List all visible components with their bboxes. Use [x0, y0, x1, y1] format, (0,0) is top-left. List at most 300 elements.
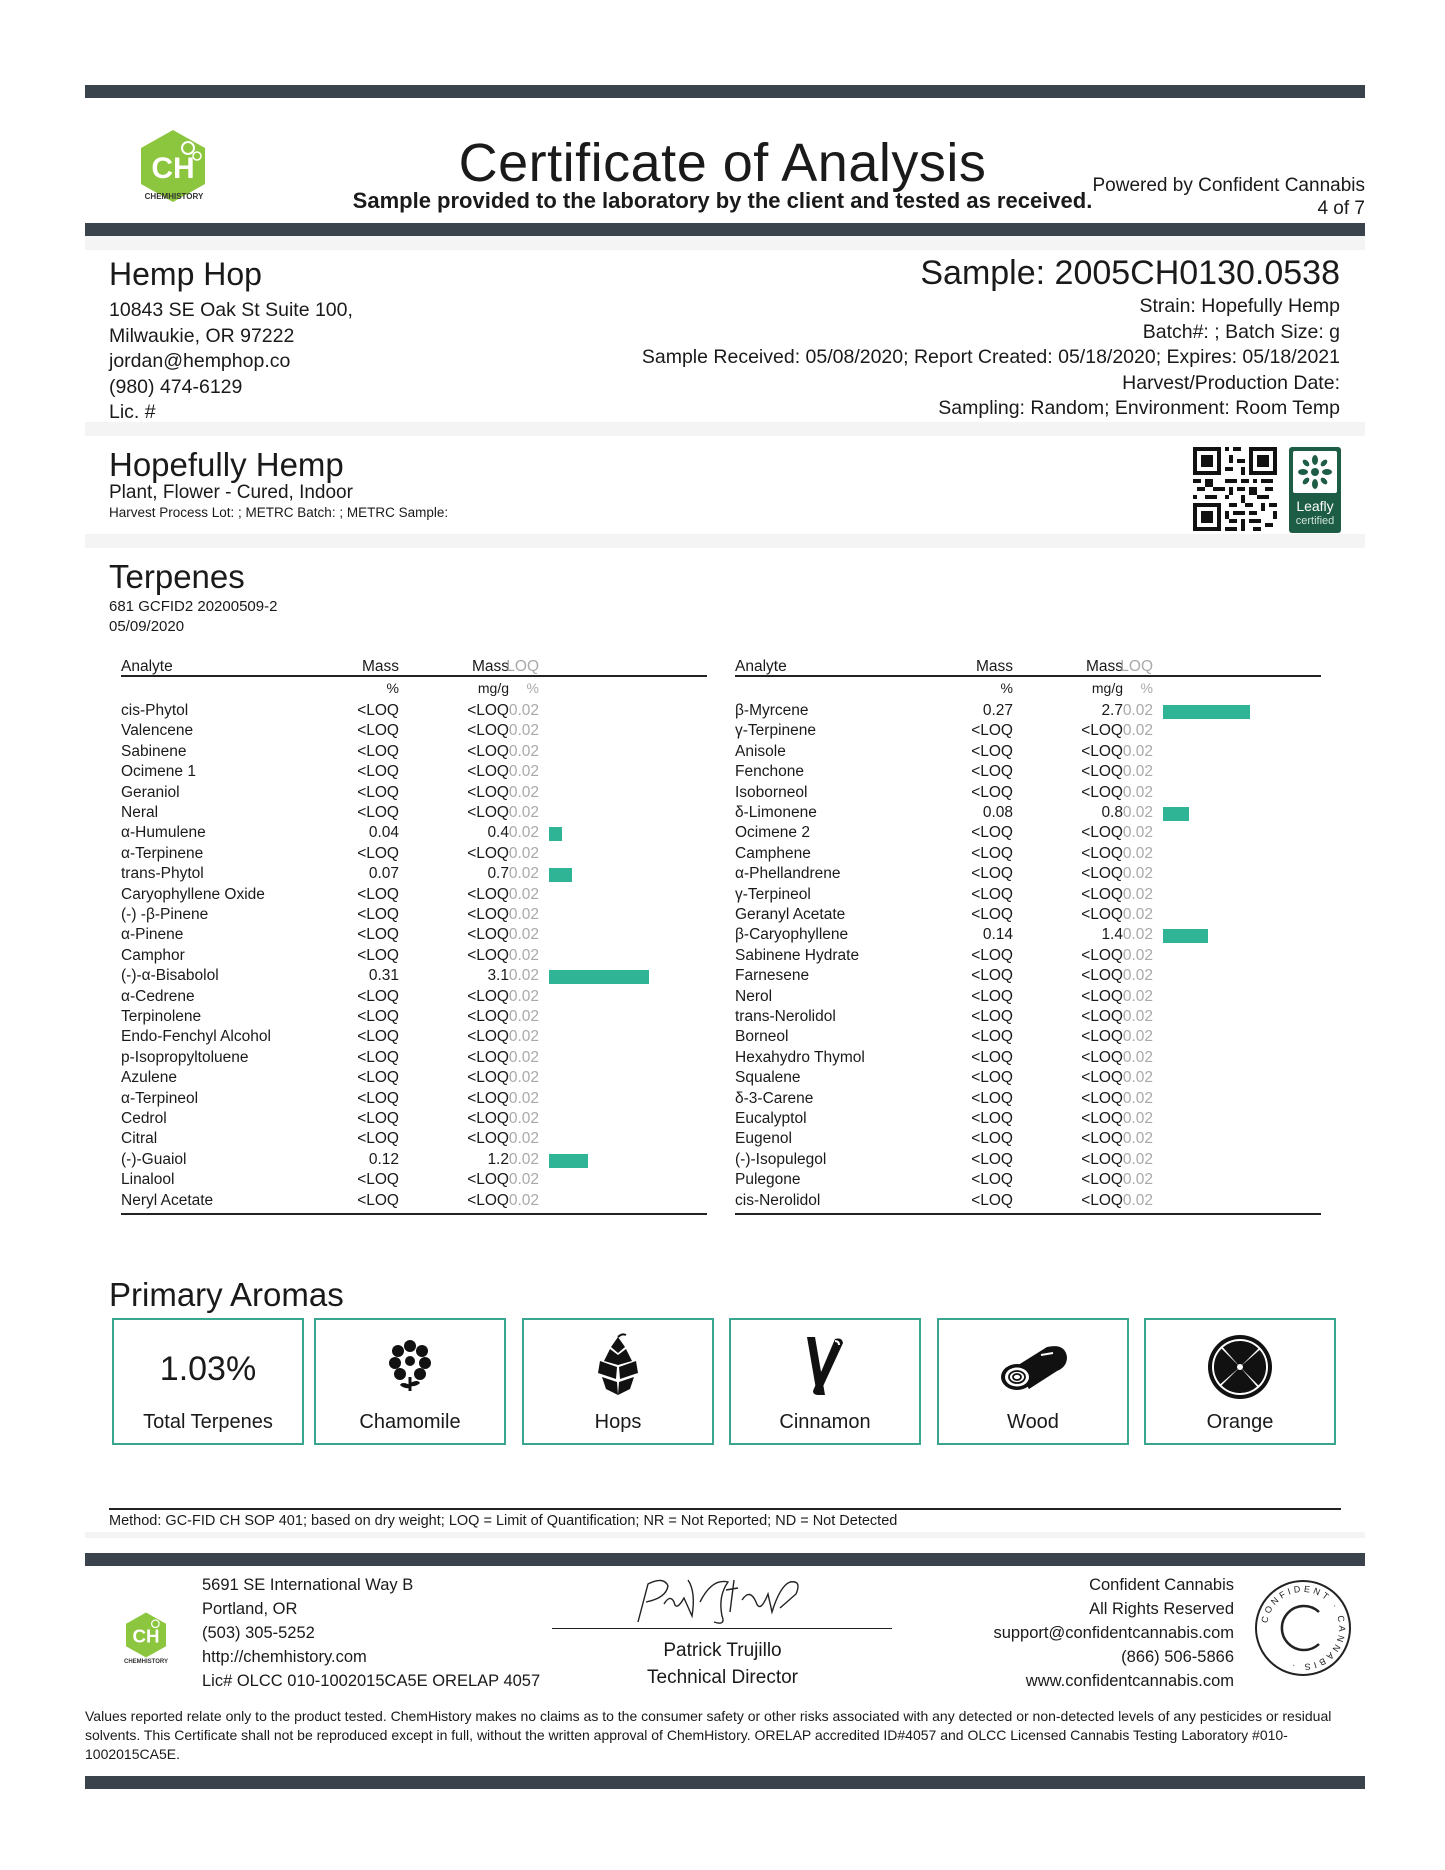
client-license: Lic. #: [109, 401, 156, 423]
mass-mg-value: <LOQ: [1081, 967, 1123, 985]
mass-mg-value: <LOQ: [1081, 1171, 1123, 1189]
loq-value: 0.02: [1122, 722, 1153, 740]
mass-pct-value: <LOQ: [357, 1069, 399, 1087]
mass-pct-value: <LOQ: [971, 987, 1013, 1005]
lab-license: Lic# OLCC 010-1002015CA5E ORELAP 4057: [202, 1672, 541, 1690]
section-date: 05/09/2020: [109, 618, 185, 635]
footer-logo-caption: CHEMHISTORY: [123, 1659, 168, 1665]
analyte-name: (-)-α-Bisabolol: [121, 967, 219, 985]
sample-dates: Sample Received: 05/08/2020; Report Created: 05/18/2020; Expires: 05/18/2021: [641, 346, 1340, 368]
analyte-name: Ocimene 1: [121, 763, 196, 781]
mass-pct-value: <LOQ: [357, 1130, 399, 1148]
cc-address: [993, 1573, 1234, 1693]
analyte-name: trans-Phytol: [121, 865, 204, 883]
loq-value: 0.02: [508, 926, 539, 944]
table-row: [121, 1171, 707, 1191]
mass-pct-value: <LOQ: [971, 906, 1013, 923]
aroma-label: Orange: [1206, 1411, 1274, 1433]
loq-value: 0.02: [1122, 742, 1153, 760]
mass-mg-value: <LOQ: [467, 1048, 509, 1066]
analyte-name: Camphor: [121, 946, 185, 964]
table-row: [735, 926, 1321, 946]
mass-pct-value: <LOQ: [971, 946, 1013, 964]
table-row: [121, 845, 707, 865]
mass-mg-value: 1.2: [487, 1150, 509, 1168]
mass-mg-value: <LOQ: [1081, 1150, 1123, 1168]
mass-pct-value: <LOQ: [971, 885, 1013, 903]
mass-pct-value: <LOQ: [971, 1130, 1013, 1148]
aroma-label: Wood: [1007, 1411, 1059, 1433]
loq-value: 0.02: [1122, 865, 1153, 883]
analyte-name: cis-Phytol: [121, 702, 189, 719]
mass-pct-value: <LOQ: [971, 1191, 1013, 1209]
leafly-leaf-icon: [1289, 447, 1341, 497]
cc-phone: (866) 506-5866: [1121, 1648, 1234, 1666]
col-analyte: Analyte: [121, 658, 173, 675]
analyte-name: Squalene: [735, 1069, 801, 1087]
mass-mg-value: <LOQ: [1081, 824, 1123, 842]
qr-code-icon: [1193, 447, 1277, 531]
client-email: jordan@hemphop.co: [109, 350, 291, 372]
loq-value: 0.02: [1122, 926, 1153, 944]
mass-mg-value: <LOQ: [1081, 742, 1123, 760]
leafly-status: certified: [1295, 515, 1335, 527]
mass-mg-value: <LOQ: [467, 946, 509, 964]
loq-value: 0.02: [508, 1171, 539, 1189]
table-bottom-rule: [121, 1213, 707, 1215]
mass-mg-value: <LOQ: [1081, 844, 1123, 862]
client-address-line1: 10843 SE Oak St Suite 100,: [109, 299, 353, 321]
loq-value: 0.02: [1122, 1008, 1153, 1025]
loq-value: 0.02: [508, 1069, 539, 1087]
mass-pct-value: <LOQ: [971, 844, 1013, 862]
mass-mg-value: <LOQ: [467, 783, 509, 801]
loq-value: 0.02: [508, 1150, 539, 1168]
table-row: [121, 906, 707, 926]
mass-pct-value: <LOQ: [357, 1191, 399, 1209]
table-row: [121, 886, 707, 906]
analyte-name: Valencene: [121, 722, 194, 740]
concentration-bar: [549, 868, 572, 882]
concentration-bar: [1163, 807, 1189, 821]
col-mass-pct: Mass: [975, 658, 1013, 675]
analyte-name: Farnesene: [735, 967, 810, 985]
mass-pct-value: <LOQ: [971, 1008, 1013, 1025]
mass-pct-value: <LOQ: [971, 1028, 1013, 1046]
loq-value: 0.02: [1122, 987, 1153, 1005]
analyte-name: Geraniol: [121, 783, 180, 801]
mass-mg-value: 1.4: [1101, 926, 1123, 944]
table-row: [121, 824, 707, 844]
loq-value: 0.02: [508, 1110, 539, 1127]
mass-pct-value: <LOQ: [357, 702, 399, 719]
svg-text:CH: CH: [151, 152, 195, 185]
table-row: [121, 702, 707, 722]
mass-pct-value: 0.12: [368, 1150, 399, 1168]
mass-pct-value: <LOQ: [357, 1089, 399, 1107]
page-subtitle: Sample provided to the laboratory by the client and tested as received.: [352, 188, 1093, 213]
table-row: [121, 1151, 707, 1171]
signer-name: Patrick Trujillo: [663, 1640, 782, 1661]
mass-pct-value: <LOQ: [971, 967, 1013, 985]
table-row: [735, 702, 1321, 722]
mass-mg-value: <LOQ: [467, 844, 509, 862]
loq-value: 0.02: [508, 722, 539, 740]
analyte-name: Sabinene: [121, 742, 187, 760]
table-row: [735, 1151, 1321, 1171]
mass-pct-value: <LOQ: [971, 763, 1013, 781]
total-terpenes-box: [112, 1318, 304, 1445]
analyte-name: Hexahydro Thymol: [735, 1048, 865, 1066]
table-row: [735, 1130, 1321, 1150]
mass-pct-value: <LOQ: [357, 906, 399, 923]
analyte-name: Linalool: [121, 1171, 175, 1189]
mass-pct-value: <LOQ: [357, 783, 399, 801]
mass-mg-value: 0.7: [487, 865, 509, 883]
table-row: [121, 947, 707, 967]
mass-mg-value: <LOQ: [467, 722, 509, 740]
sample-strain: Strain: Hopefully Hemp: [1139, 295, 1340, 317]
analyte-name: Borneol: [735, 1028, 789, 1046]
cinnamon-icon: [795, 1333, 855, 1404]
concentration-bar: [1163, 929, 1208, 943]
table-row: [121, 1110, 707, 1130]
mass-mg-value: <LOQ: [467, 1191, 509, 1209]
analyte-name: α-Humulene: [121, 824, 206, 842]
mass-mg-value: <LOQ: [1081, 1089, 1123, 1107]
top-band: [85, 85, 1365, 98]
mass-mg-value: <LOQ: [1081, 987, 1123, 1005]
table-row: [121, 988, 707, 1008]
analyte-name: α-Phellandrene: [735, 865, 841, 883]
analyte-name: Sabinene Hydrate: [735, 946, 860, 964]
loq-value: 0.02: [508, 844, 539, 862]
table-header: [735, 656, 1321, 677]
lab-line1: 5691 SE International Way B: [202, 1576, 414, 1594]
mass-pct-value: <LOQ: [357, 742, 399, 760]
product-meta: Harvest Process Lot: ; METRC Batch: ; METRC Sample:: [109, 505, 449, 520]
analyte-name: Caryophyllene Oxide: [121, 885, 265, 903]
mass-pct-value: <LOQ: [357, 722, 399, 740]
loq-value: 0.02: [1122, 844, 1153, 862]
product-type: Plant, Flower - Cured, Indoor: [109, 482, 353, 503]
svg-text:CH: CH: [132, 1625, 160, 1647]
mass-pct-value: <LOQ: [357, 1171, 399, 1189]
cc-website: www.confidentcannabis.com: [1025, 1672, 1234, 1690]
mass-pct-value: <LOQ: [971, 742, 1013, 760]
loq-value: 0.02: [508, 824, 539, 842]
col-loq: LOQ: [1120, 658, 1153, 675]
section-title: Terpenes: [109, 558, 245, 595]
mass-mg-value: <LOQ: [467, 804, 509, 821]
table-row: [121, 743, 707, 763]
mass-pct-value: <LOQ: [971, 1048, 1013, 1066]
table-row: [735, 722, 1321, 742]
mass-mg-value: <LOQ: [467, 1171, 509, 1189]
table-row: [121, 1008, 707, 1028]
loq-value: 0.02: [508, 702, 539, 719]
method-divider: [109, 1508, 1341, 1510]
mass-mg-value: <LOQ: [1081, 1130, 1123, 1148]
analyte-name: (-)-Isopulegol: [735, 1150, 827, 1168]
page-title: Certificate of Analysis: [458, 133, 987, 193]
table-row: [735, 845, 1321, 865]
analyte-name: Endo-Fenchyl Alcohol: [121, 1028, 271, 1046]
loq-value: 0.02: [508, 1048, 539, 1066]
wood-icon: [995, 1333, 1071, 1400]
mass-pct-value: <LOQ: [357, 946, 399, 964]
table-row: [121, 865, 707, 885]
cc-email: support@confidentcannabis.com: [993, 1624, 1234, 1642]
sample-harvest: Harvest/Production Date:: [1122, 371, 1340, 394]
table-row: [121, 1069, 707, 1089]
analyte-name: trans-Nerolidol: [735, 1008, 836, 1025]
mass-pct-value: 0.08: [982, 804, 1013, 821]
loq-value: 0.02: [508, 1089, 539, 1107]
mass-pct-value: 0.14: [982, 926, 1013, 944]
total-terpenes-label: Total Terpenes: [143, 1411, 273, 1433]
mass-mg-value: <LOQ: [467, 763, 509, 781]
analyte-name: Citral: [121, 1130, 158, 1148]
leafly-certified-badge: [1289, 447, 1341, 533]
hops-icon: [588, 1333, 648, 1402]
cc-line2: All Rights Reserved: [1089, 1600, 1234, 1618]
loq-value: 0.02: [1122, 1028, 1153, 1046]
concentration-bar: [549, 827, 562, 841]
analyte-name: γ-Terpineol: [735, 885, 811, 903]
mass-mg-value: <LOQ: [467, 702, 509, 719]
analyte-name: Nerol: [735, 987, 773, 1005]
loq-value: 0.02: [1122, 967, 1153, 985]
analyte-name: Ocimene 2: [735, 824, 810, 842]
sample-details: [642, 294, 1340, 422]
table-row: [735, 1049, 1321, 1069]
table-row: [735, 988, 1321, 1008]
aroma-label: Hops: [594, 1411, 642, 1433]
unit-pct: %: [386, 680, 399, 696]
loq-value: 0.02: [508, 885, 539, 903]
powered-by-text: Powered by Confident Cannabis: [1092, 175, 1365, 196]
loq-value: 0.02: [508, 742, 539, 760]
loq-value: 0.02: [1122, 824, 1153, 842]
loq-value: 0.02: [1122, 1191, 1153, 1209]
table-header: [121, 656, 707, 677]
mass-pct-value: <LOQ: [971, 1110, 1013, 1127]
sample-id: Sample: 2005CH0130.0538: [920, 254, 1340, 292]
mass-pct-value: <LOQ: [357, 1008, 399, 1025]
aromas-title: Primary Aromas: [109, 1276, 344, 1313]
mass-pct-value: <LOQ: [357, 885, 399, 903]
table-row: [735, 743, 1321, 763]
mass-mg-value: <LOQ: [467, 926, 509, 944]
product-name: Hopefully Hemp: [109, 446, 344, 483]
analyte-name: γ-Terpinene: [735, 722, 816, 740]
mass-mg-value: <LOQ: [467, 1069, 509, 1087]
table-row: [735, 947, 1321, 967]
aroma-box-cinnamon: [729, 1318, 921, 1445]
table-row: [735, 1171, 1321, 1191]
footer-band: [85, 1553, 1365, 1566]
loq-value: 0.02: [1122, 763, 1153, 781]
analyte-name: α-Terpinene: [121, 844, 204, 862]
table-row: [735, 804, 1321, 824]
sample-sampling: Sampling: Random; Environment: Room Temp: [938, 397, 1340, 419]
bottom-band: [85, 1776, 1365, 1789]
signer-title: Technical Director: [647, 1667, 798, 1688]
mass-mg-value: <LOQ: [1081, 1191, 1123, 1209]
analyte-name: (-)-Guaiol: [121, 1150, 187, 1168]
loq-value: 0.02: [1122, 702, 1153, 719]
svg-text:CONFIDENT · CANNABIS ·: CONFIDENT · CANNABIS ·: [1259, 1583, 1348, 1673]
analyte-name: α-Pinene: [121, 926, 184, 944]
mass-mg-value: <LOQ: [467, 987, 509, 1005]
mass-pct-value: <LOQ: [357, 804, 399, 821]
concentration-bar: [1163, 705, 1250, 719]
table-row: [735, 1192, 1321, 1212]
unit-mg: mg/g: [477, 680, 509, 696]
table-row: [735, 967, 1321, 987]
mass-pct-value: <LOQ: [357, 1028, 399, 1046]
loq-value: 0.02: [1122, 1048, 1153, 1066]
disclaimer: Values reported relate only to the product tested. ChemHistory makes no claims as to the consumer safety or other risks associated with any detected or non-detected levels of any pesticides or residual solvents. This Certificate shall not be reproduced except in full, without the written approval of ChemHistory. ORELAP accredited ID#4057 and OLCC Licensed Cannabis Testing Laboratory #010-1002015CA5E.: [85, 1708, 1332, 1762]
col-loq: LOQ: [506, 658, 539, 675]
mass-pct-value: <LOQ: [357, 1048, 399, 1066]
analyte-name: Azulene: [121, 1069, 178, 1087]
table-row: [121, 784, 707, 804]
table-row: [735, 784, 1321, 804]
mass-mg-value: <LOQ: [1081, 1008, 1123, 1025]
loq-value: 0.02: [1122, 1171, 1153, 1189]
mass-pct-value: <LOQ: [971, 722, 1013, 740]
mass-mg-value: <LOQ: [1081, 1048, 1123, 1066]
lab-phone: (503) 305-5252: [202, 1624, 315, 1642]
mass-mg-value: <LOQ: [467, 1028, 509, 1046]
aroma-box-hops: [522, 1318, 714, 1445]
mass-mg-value: <LOQ: [467, 1008, 509, 1025]
unit-mg: mg/g: [1091, 680, 1123, 696]
mass-pct-value: 0.04: [368, 824, 399, 842]
aroma-box-chamomile: [314, 1318, 506, 1445]
mass-mg-value: <LOQ: [467, 1110, 509, 1127]
mass-pct-value: <LOQ: [357, 763, 399, 781]
unit-loq: %: [1140, 680, 1153, 696]
loq-value: 0.02: [508, 804, 539, 821]
analyte-name: cis-Nerolidol: [735, 1191, 821, 1209]
concentration-bar: [549, 1154, 588, 1168]
table-row: [121, 722, 707, 742]
mass-mg-value: <LOQ: [1081, 722, 1123, 740]
total-terpenes-value: 1.03%: [159, 1350, 257, 1388]
analyte-name: Geranyl Acetate: [735, 906, 846, 923]
loq-value: 0.02: [508, 1028, 539, 1046]
sample-batch: Batch#: ; Batch Size: g: [1142, 320, 1340, 343]
mass-mg-value: <LOQ: [1081, 783, 1123, 801]
mass-pct-value: 0.27: [982, 702, 1013, 719]
mass-pct-value: <LOQ: [971, 1069, 1013, 1087]
signature-line: [552, 1628, 892, 1629]
loq-value: 0.02: [1122, 906, 1153, 923]
mass-mg-value: <LOQ: [1081, 865, 1123, 883]
mass-mg-value: <LOQ: [1081, 946, 1123, 964]
analyte-name: Camphene: [735, 844, 811, 862]
mass-mg-value: <LOQ: [1081, 885, 1123, 903]
loq-value: 0.02: [1122, 885, 1153, 903]
mass-mg-value: <LOQ: [1081, 1110, 1123, 1127]
table-row: [121, 1090, 707, 1110]
table-row: [735, 1090, 1321, 1110]
loq-value: 0.02: [1122, 1130, 1153, 1148]
logo-caption: CHEMHISTORY: [144, 192, 204, 201]
table-row: [121, 967, 707, 987]
table-row: [735, 1028, 1321, 1048]
analyte-name: Anisole: [735, 742, 786, 760]
cc-line1: Confident Cannabis: [1089, 1576, 1234, 1594]
loq-value: 0.02: [1122, 783, 1153, 801]
aroma-label: Cinnamon: [779, 1411, 871, 1433]
mass-mg-value: <LOQ: [467, 885, 509, 903]
loq-value: 0.02: [1122, 1150, 1153, 1168]
mass-pct-value: <LOQ: [357, 1110, 399, 1127]
analyte-name: α-Terpineol: [121, 1089, 199, 1107]
mass-mg-value: <LOQ: [467, 1089, 509, 1107]
analyte-name: Neryl Acetate: [121, 1191, 214, 1209]
analyte-name: δ-3-Carene: [735, 1089, 814, 1107]
mass-pct-value: <LOQ: [971, 783, 1013, 801]
loq-value: 0.02: [508, 1008, 539, 1025]
section-instrument: 681 GCFID2 20200509-2: [109, 598, 278, 615]
col-analyte: Analyte: [735, 658, 787, 675]
aroma-box-wood: [937, 1318, 1129, 1445]
orange-icon: [1206, 1333, 1274, 1406]
analyte-name: Eugenol: [735, 1130, 792, 1148]
mass-mg-value: <LOQ: [467, 906, 509, 923]
analyte-name: Fenchone: [735, 763, 804, 781]
table-row: [735, 886, 1321, 906]
table-row: [735, 824, 1321, 844]
analyte-name: Cedrol: [121, 1110, 167, 1127]
mass-pct-value: 0.07: [368, 865, 399, 883]
mass-mg-value: <LOQ: [1081, 906, 1123, 923]
method-note: Method: GC-FID CH SOP 401; based on dry weight; LOQ = Limit of Quantification; NR = Not Reported; ND = Not Detected: [109, 1513, 898, 1529]
client-address: [109, 298, 353, 426]
table-row: [121, 1028, 707, 1048]
analyte-name: p-Isopropyltoluene: [121, 1048, 249, 1066]
table-row: [735, 865, 1321, 885]
mass-mg-value: 2.7: [1101, 702, 1123, 719]
confident-cannabis-seal-icon: [1253, 1578, 1353, 1678]
aroma-box-orange: [1144, 1318, 1336, 1445]
mass-pct-value: <LOQ: [971, 1089, 1013, 1107]
col-mass-mg: Mass: [1085, 658, 1123, 675]
mass-pct-value: <LOQ: [971, 1150, 1013, 1168]
mass-pct-value: <LOQ: [357, 926, 399, 944]
page-number: 4 of 7: [1317, 198, 1365, 219]
mass-pct-value: <LOQ: [971, 824, 1013, 842]
table-row: [735, 1069, 1321, 1089]
lab-website: http://chemhistory.com: [202, 1648, 367, 1666]
loq-value: 0.02: [1122, 804, 1153, 821]
loq-value: 0.02: [508, 946, 539, 964]
mass-pct-value: <LOQ: [971, 1171, 1013, 1189]
powered-by: [1092, 174, 1365, 220]
signature-image: [630, 1572, 830, 1632]
client-address-line2: Milwaukie, OR 97222: [109, 324, 295, 347]
mass-pct-value: <LOQ: [357, 844, 399, 862]
mass-mg-value: <LOQ: [1081, 1028, 1123, 1046]
col-mass-pct: Mass: [361, 658, 399, 675]
analyte-name: α-Cedrene: [121, 987, 195, 1005]
analyte-name: Terpinolene: [121, 1008, 202, 1025]
